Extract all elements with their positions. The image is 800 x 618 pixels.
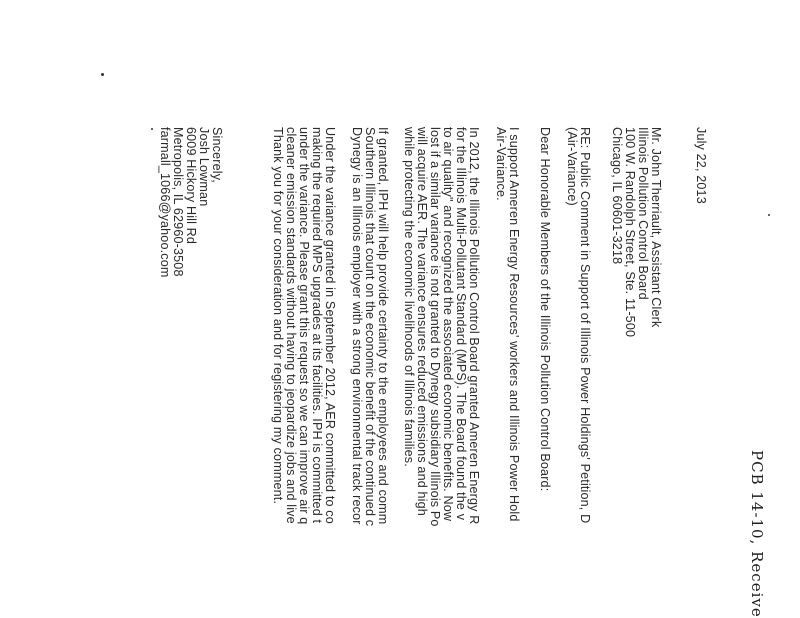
- paragraph-line: Southern Illinois that count on the economic benefit of the continued c: [363, 127, 377, 527]
- subject-line-text: RE: Public Comment in Support of Illinois Power Holdings' Petition, D: [578, 127, 592, 524]
- paragraph-line: will acquire AER. The variance ensures reduced emissions and high: [415, 127, 429, 516]
- paragraph-line: lost if a similar variance is not granted to Dynegy subsidiary Illinois Po: [428, 127, 442, 527]
- paragraph-line: I support Ameren Energy Resources' workers and Illinois Power Hold: [507, 127, 521, 522]
- paragraph-line: In 2012, the Illinois Pollution Control Board granted Ameren Energy R: [467, 127, 481, 525]
- paragraph-line: Under the variance granted in September 2012, AER committed to co: [323, 127, 337, 524]
- signature-line: Metropolis, IL 62960-3508: [171, 127, 185, 277]
- paragraph-line: Air-Variance.: [494, 127, 508, 201]
- paragraph-line: under the variance. Please grant this request so we can improve air q: [297, 127, 311, 525]
- scan-speck: [151, 128, 153, 130]
- paragraph-line: for the Illinois Multi-Pollutant Standard (MPS). The Board found the v: [454, 127, 468, 521]
- subject-line-text: (Air-Variance): [565, 127, 579, 206]
- paragraph-line: Dynegy is an Illinois employer with a strong environmental track recor: [350, 127, 364, 525]
- paragraph-line: If granted, IPH will help provide certainty to the employees and comm: [376, 127, 390, 525]
- scan-speck: [101, 73, 104, 76]
- address-line: Illinois Pollution Control Board: [636, 127, 650, 300]
- paragraph-line: making the required MPS upgrades at its facilities. IPH is committed t: [310, 127, 324, 524]
- scan-speck: [768, 214, 770, 216]
- signature-line: farmall_1066@yahoo.com: [158, 127, 172, 278]
- salutation: Dear Honorable Members of the Illinois Pollution Control Board:: [538, 127, 552, 492]
- closing: Sincerely,: [210, 127, 224, 183]
- filing-stamp: PCB 14-10, Receive: [748, 450, 766, 618]
- address-line: Mr. John Therriault, Assistant Clerk: [649, 127, 663, 328]
- address-line: Chicago, IL 60601-3218: [610, 127, 624, 265]
- paragraph-line: while protecting the economic livelihoods of Illinois families.: [402, 127, 416, 467]
- letter-date: July 22, 2013: [694, 127, 708, 204]
- paragraph-thanks: Thank you for your consideration and for registering my comment.: [271, 127, 285, 505]
- signature-line: 6009 Hickory Hill Rd: [184, 127, 198, 245]
- address-line: 100 W. Randolph Street, Ste. 11-500: [623, 127, 637, 338]
- signature-line: Josh Lowman: [197, 127, 211, 207]
- paragraph-line: cleaner emission standards without having to jeopardize jobs and live: [284, 127, 298, 524]
- paragraph-line: to air quality" and recognized the associated economic benefits. Now: [441, 127, 455, 522]
